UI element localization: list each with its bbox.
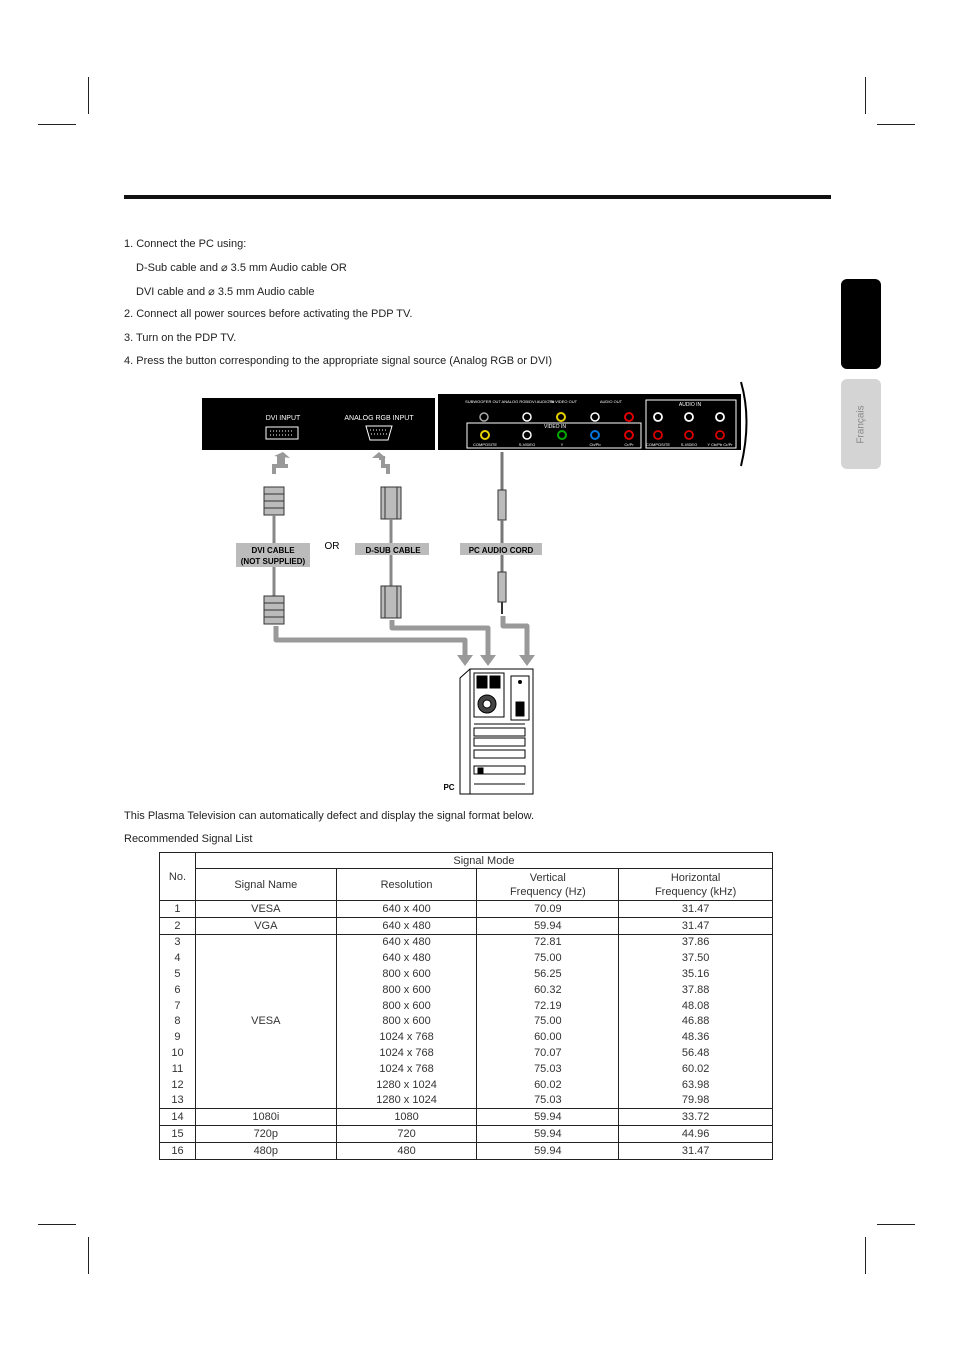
table-row <box>160 934 773 950</box>
vertical-frequency: 75.00 <box>477 950 619 966</box>
step-1: 1. Connect the PC using: <box>124 238 247 250</box>
resolution: 800 x 600 <box>336 982 477 998</box>
horizontal-frequency: 31.47 <box>619 1142 773 1159</box>
audio-in-label: AUDIO IN <box>678 402 702 408</box>
resolution: 1024 x 768 <box>336 1029 477 1045</box>
vertical-frequency: 60.32 <box>477 982 619 998</box>
horizontal-frequency: 31.47 <box>619 917 773 934</box>
vertical-frequency: 60.02 <box>477 1077 619 1093</box>
dsub-cable-label: D-SUB CABLE <box>365 546 421 555</box>
vertical-frequency: 59.94 <box>477 1126 619 1143</box>
vertical-frequency: 75.03 <box>477 1093 619 1109</box>
table-row <box>160 1126 773 1143</box>
horizontal-frequency: 35.16 <box>619 966 773 982</box>
cr-label: Cr/Pr <box>624 442 634 447</box>
horizontal-frequency: 31.47 <box>619 901 773 918</box>
vertical-frequency: 56.25 <box>477 966 619 982</box>
horizontal-frequency: 79.98 <box>619 1093 773 1109</box>
resolution: 640 x 400 <box>336 901 477 918</box>
horizontal-frequency: 46.88 <box>619 1014 773 1030</box>
row-number: 4 <box>160 950 196 966</box>
table-subheader-row <box>160 869 773 901</box>
row-number: 8 <box>160 1014 196 1030</box>
connection-diagram <box>150 378 760 798</box>
audio-in-svideo-label: S-VIDEO <box>680 442 698 447</box>
row-number: 1 <box>160 901 196 918</box>
horizontal-frequency: 56.48 <box>619 1045 773 1061</box>
audio-in-composite-label: COMPOSITE <box>645 442 671 447</box>
horizontal-frequency: 37.86 <box>619 934 773 950</box>
table-row <box>160 1142 773 1159</box>
vertical-header <box>477 869 619 901</box>
audio-cord <box>498 452 506 614</box>
routing-arrows <box>276 616 527 655</box>
dvi-cable-label: DVI CABLE <box>251 546 295 555</box>
signal-name-header: Signal Name <box>195 869 336 901</box>
signal-name: VESA <box>195 934 336 1109</box>
step-1-option-dvi: DVI cable and ⌀ 3.5 mm Audio cable <box>136 286 315 298</box>
row-number: 2 <box>160 917 196 934</box>
subwoofer-label: SUBWOOFER OUT <box>465 399 501 404</box>
resolution-header: Resolution <box>336 869 477 901</box>
vertical-header-line1: Vertical <box>529 871 566 884</box>
signal-table <box>159 852 773 1160</box>
resolution: 480 <box>336 1142 477 1159</box>
vertical-frequency: 75.00 <box>477 1014 619 1030</box>
crop-mark <box>88 77 89 114</box>
language-tab-english[interactable] <box>841 279 881 369</box>
resolution: 800 x 600 <box>336 998 477 1014</box>
row-number: 6 <box>160 982 196 998</box>
table-row <box>160 1109 773 1126</box>
resolution: 640 x 480 <box>336 917 477 934</box>
row-number: 13 <box>160 1093 196 1109</box>
row-number: 10 <box>160 1045 196 1061</box>
signal-table-body <box>160 853 773 1160</box>
horizontal-frequency: 60.02 <box>619 1061 773 1077</box>
cb-label: Cb/Pb <box>589 442 601 447</box>
audio-cord-label: PC AUDIO CORD <box>468 546 534 555</box>
vertical-frequency: 59.94 <box>477 1109 619 1126</box>
resolution: 1280 x 1024 <box>336 1093 477 1109</box>
arrow-up-dsub <box>379 458 388 474</box>
vertical-header-line2: Frequency (Hz) <box>509 885 586 898</box>
row-number: 12 <box>160 1077 196 1093</box>
y-label: Y <box>560 442 564 447</box>
language-tab-french-label-wrap <box>841 379 881 469</box>
resolution: 1024 x 768 <box>336 1061 477 1077</box>
table-row <box>160 917 773 934</box>
resolution: 640 x 480 <box>336 950 477 966</box>
vertical-frequency: 60.00 <box>477 1029 619 1045</box>
row-number: 15 <box>160 1126 196 1143</box>
horizontal-header <box>619 869 773 901</box>
row-number: 7 <box>160 998 196 1014</box>
dvi-input-label: DVI INPUT <box>265 415 301 422</box>
table-header-row <box>160 853 773 869</box>
horizontal-frequency: 63.98 <box>619 1077 773 1093</box>
list-title: Recommended Signal List <box>124 833 253 845</box>
pc-tower <box>460 669 533 794</box>
crop-mark <box>877 1224 915 1225</box>
row-number: 5 <box>160 966 196 982</box>
arrow-up-dvi <box>274 458 288 474</box>
step-3: 3. Turn on the PDP TV. <box>124 332 237 344</box>
header-rule <box>124 195 831 199</box>
step-4: 4. Press the button corresponding to the appropriate signal source (Analog RGB or DVI) <box>124 355 553 367</box>
signal-name: 720p <box>195 1126 336 1143</box>
tv-video-out-label: TV VIDEO OUT <box>548 399 578 404</box>
horizontal-header-line1: Horizontal <box>670 871 721 884</box>
vertical-frequency: 59.94 <box>477 917 619 934</box>
step-1-option-dsub: D-Sub cable and ⌀ 3.5 mm Audio cable OR <box>136 262 347 274</box>
dvi-not-supplied-label: (NOT SUPPLIED) <box>240 557 306 566</box>
horizontal-frequency: 48.36 <box>619 1029 773 1045</box>
resolution: 1080 <box>336 1109 477 1126</box>
vertical-frequency: 72.81 <box>477 934 619 950</box>
analog-input-label: ANALOG RGB INPUT <box>344 415 414 422</box>
horizontal-frequency: 37.50 <box>619 950 773 966</box>
resolution: 640 x 480 <box>336 934 477 950</box>
horizontal-header-line2: Frequency (kHz) <box>654 885 737 898</box>
no-header: No. <box>160 853 196 901</box>
intro-text: This Plasma Television can automatically defect and display the signal format below. <box>124 810 535 822</box>
resolution: 720 <box>336 1126 477 1143</box>
vertical-frequency: 70.07 <box>477 1045 619 1061</box>
resolution: 800 x 600 <box>336 966 477 982</box>
composite-label: COMPOSITE <box>472 442 498 447</box>
horizontal-frequency: 44.96 <box>619 1126 773 1143</box>
row-number: 11 <box>160 1061 196 1077</box>
crop-mark <box>865 77 866 114</box>
table-row <box>160 901 773 918</box>
pc-input-panel <box>202 398 435 450</box>
signal-name: 1080i <box>195 1109 336 1126</box>
signal-mode-header: Signal Mode <box>195 853 772 869</box>
crop-mark <box>38 1224 76 1225</box>
signal-name: VESA <box>195 901 336 918</box>
language-tab-french-label: Français <box>855 404 867 444</box>
resolution: 1280 x 1024 <box>336 1077 477 1093</box>
resolution: 1024 x 768 <box>336 1045 477 1061</box>
crop-mark <box>38 124 76 125</box>
horizontal-frequency: 33.72 <box>619 1109 773 1126</box>
crop-mark <box>88 1237 89 1274</box>
audio-in-component-label: Y Cb/Pb Cr/Pr <box>707 442 733 447</box>
step-2: 2. Connect all power sources before activating the PDP TV. <box>124 308 413 320</box>
row-number: 9 <box>160 1029 196 1045</box>
vertical-frequency: 70.09 <box>477 901 619 918</box>
horizontal-frequency: 37.88 <box>619 982 773 998</box>
crop-mark <box>877 124 915 125</box>
vertical-frequency: 72.19 <box>477 998 619 1014</box>
audio-out-label: AUDIO OUT <box>599 399 623 404</box>
rgb-audio-label: ANALOG RGB/DVI AUDIO IN <box>501 399 555 404</box>
video-in-label: VIDEO IN <box>544 424 566 430</box>
signal-name: VGA <box>195 917 336 934</box>
vertical-frequency: 75.03 <box>477 1061 619 1077</box>
row-number: 14 <box>160 1109 196 1126</box>
resolution: 800 x 600 <box>336 1014 477 1030</box>
horizontal-frequency: 48.08 <box>619 998 773 1014</box>
or-label: OR <box>324 541 340 552</box>
row-number: 16 <box>160 1142 196 1159</box>
svideo-label: S-VIDEO <box>518 442 536 447</box>
signal-name: 480p <box>195 1142 336 1159</box>
vertical-frequency: 59.94 <box>477 1142 619 1159</box>
pc-label: PC <box>443 783 455 792</box>
row-number: 3 <box>160 934 196 950</box>
crop-mark <box>865 1237 866 1274</box>
